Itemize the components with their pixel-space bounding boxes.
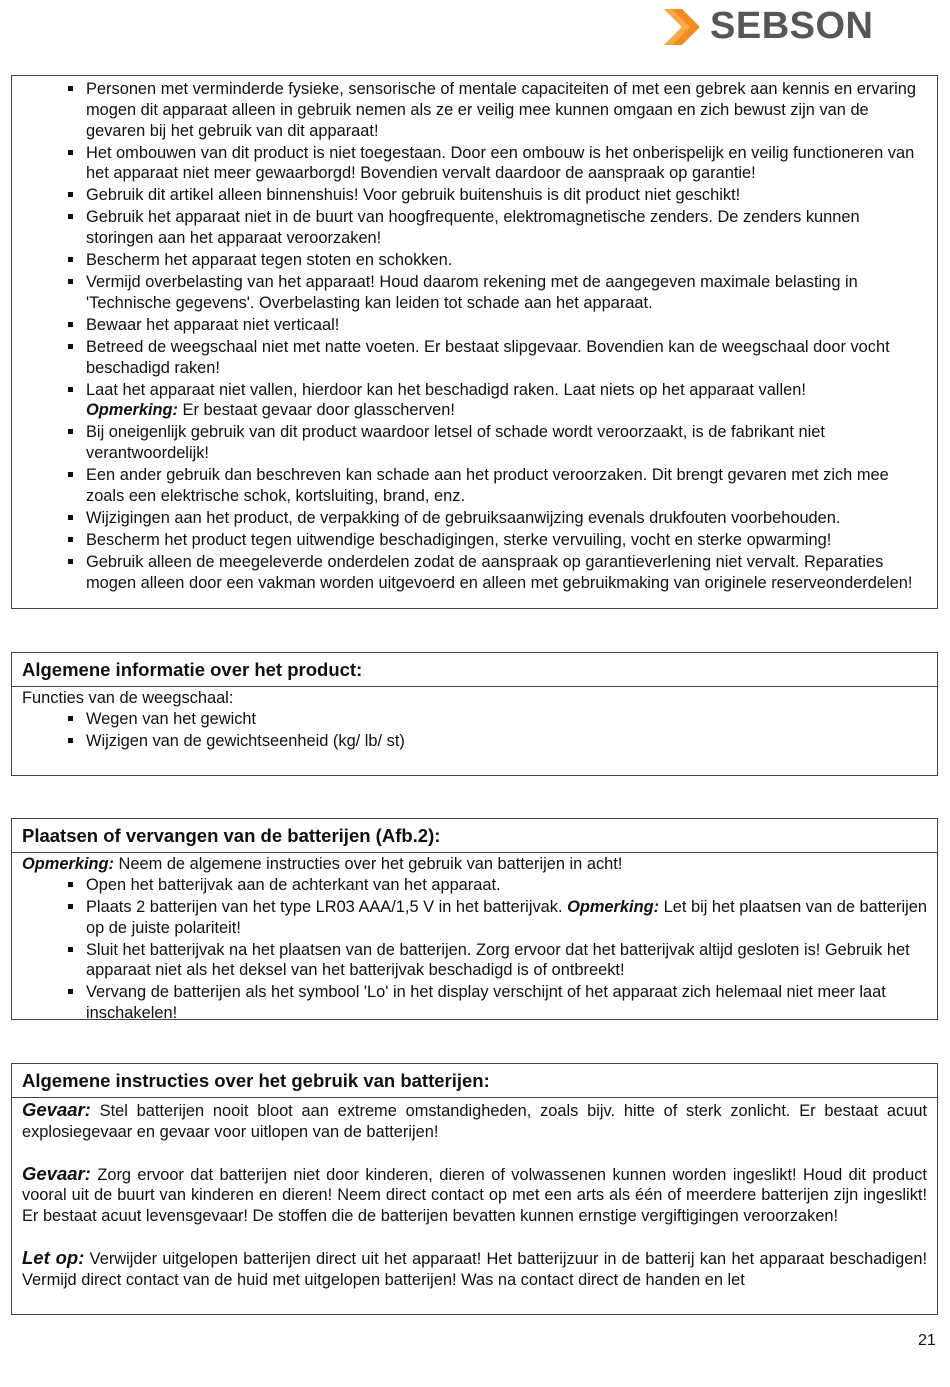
list-item bbox=[22, 380, 927, 422]
list-item-text: Wijzigingen aan het product, de verpakking of de gebruiksaanwijzing evenals drukfouten voorbehouden. bbox=[86, 509, 841, 527]
battery-general-title: Algemene instructies over het gebruik van batterijen: bbox=[12, 1064, 937, 1098]
list-item-text: Personen met verminderde fysieke, sensorische of mentale capaciteiten of met een gebrek aan kennis en ervaring mogen dit apparaat alleen in gebruik nemen als ze er veilig mee kunnen omgaan en zich bewust zijn van de gevaren bij het gebruik van dit apparaat! bbox=[86, 80, 917, 140]
battery-placement-box bbox=[11, 818, 938, 1023]
list-item bbox=[22, 508, 927, 529]
list-item bbox=[22, 207, 927, 249]
list-item: Wegen van het gewicht bbox=[22, 709, 927, 730]
list-item bbox=[22, 552, 927, 594]
brand-logo bbox=[660, 5, 885, 47]
list-item bbox=[22, 982, 927, 1024]
list-item bbox=[22, 250, 927, 271]
warning-paragraph bbox=[22, 1164, 927, 1227]
list-item-text: Vermijd overbelasting van het apparaat! Houd daarom rekening met de aangegeven maximale belasting in 'Technische gegevens'. Overbelasting kan leiden tot schade aan het apparaat. bbox=[86, 273, 858, 312]
list-item bbox=[22, 337, 927, 379]
list-item-text: Laat het apparaat niet vallen, hierdoor kan het beschadigd raken. Laat niets op het apparaat vallen! bbox=[86, 380, 806, 399]
warning-text: Stel batterijen nooit bloot aan extreme omstandigheden, zoals bijv. hitte of sterk zonlicht. Er bestaat acuut explosiegevaar en gevaar voor uitlopen van de batterijen! bbox=[22, 1102, 927, 1141]
warning-label: Gevaar: bbox=[22, 1162, 91, 1184]
note-label: Opmerking: bbox=[86, 401, 178, 420]
list-item bbox=[22, 185, 927, 206]
list-item bbox=[22, 143, 927, 185]
warning-paragraph bbox=[22, 1248, 927, 1291]
safety-list bbox=[22, 79, 927, 594]
list-item-text: Betreed de weegschaal niet met natte voeten. Er bestaat slipgevaar. Bovendien kan de weegschaal door vocht beschadigd raken! bbox=[86, 337, 890, 377]
list-item-text: Gebruik dit artikel alleen binnenshuis! Voor gebruik buitenshuis is dit product niet geschikt! bbox=[86, 186, 741, 205]
warning-text: Verwijder uitgelopen batterijen direct uit het apparaat! Het batterijzuur in de batterij kan het apparaat beschadigen! Vermijd direct contact van de huid met uitgelopen batterijen! Was na contact direct de handen en let bbox=[22, 1249, 928, 1289]
list-item bbox=[22, 422, 927, 464]
list-item-text: Bescherm het apparaat tegen stoten en schokken. bbox=[86, 251, 453, 270]
functions-list bbox=[22, 709, 927, 752]
warning-text: Zorg ervoor dat batterijen niet door kinderen, dieren of volwassenen kunnen worden ingeslikt! Houd dit product vooral uit de buurt van kinderen en dieren! Neem direct contact op met een arts als één of meerdere batterijen zijn ingeslikt! Er bestaat acuut levensgevaar! De stoffen die de batterijen bevatten kunnen ernstige vergiftigingen veroorzaken! bbox=[22, 1165, 927, 1226]
list-item bbox=[22, 79, 927, 141]
list-item bbox=[22, 875, 927, 896]
general-info-title: Algemene informatie over het product: bbox=[12, 653, 937, 687]
list-item bbox=[22, 465, 927, 507]
battery-placement-title: Plaatsen of vervangen van de batterijen (Afb.2): bbox=[12, 819, 937, 853]
list-item bbox=[22, 315, 927, 336]
note-text: Er bestaat gevaar door glasscherven! bbox=[177, 401, 455, 420]
note-text: Neem de algemene instructies over het gebruik van batterijen in acht! bbox=[113, 855, 623, 873]
safety-instructions-box bbox=[11, 75, 938, 609]
general-info-box bbox=[11, 652, 938, 776]
list-item bbox=[22, 530, 927, 551]
brand-name: SEBSON bbox=[710, 5, 874, 47]
list-item-text: Het ombouwen van dit product is niet toegestaan. Door een ombouw is het onberispelijk en veilig functioneren van het apparaat niet meer gewaarborgd! Bovendien vervalt daardoor de aanspraak op garantie! bbox=[86, 143, 915, 183]
battery-placement-note bbox=[22, 854, 927, 875]
list-item-text: Bewaar het apparaat niet verticaal! bbox=[86, 315, 340, 334]
list-item-text: Gebruik alleen de meegeleverde onderdelen zodat de aanspraak op garantieverlening niet vervalt. Reparaties mogen alleen door een vakman worden uitgevoerd en alleen met gebruikmaking van originele reserveonderdelen! bbox=[86, 552, 913, 592]
warning-label: Gevaar: bbox=[22, 1099, 91, 1120]
list-item-text: Plaats 2 batterijen van het type LR03 AAA/1,5 V in het batterijvak. bbox=[86, 897, 568, 916]
list-item bbox=[22, 897, 927, 939]
list-item-text: Open het batterijvak aan de achterkant van het apparaat. bbox=[86, 875, 501, 894]
list-item-text: Vervang de batterijen als het symbool 'Lo' in het display verschijnt of het apparaat zich helemaal niet meer laat inschakelen! bbox=[86, 983, 886, 1023]
list-item-text: Gebruik het apparaat niet in de buurt van hoogfrequente, elektromagnetische zenders. De zenders kunnen storingen aan het apparaat veroorzaken! bbox=[86, 208, 860, 248]
list-item-text: Sluit het batterijvak na het plaatsen van de batterijen. Zorg ervoor dat het batterijvak altijd gesloten is! Gebruik het apparaat niet als het deksel van het batterijvak beschadigd is of ontbreekt! bbox=[86, 940, 910, 980]
note-label: Opmerking: bbox=[22, 855, 114, 873]
list-item-text: Een ander gebruik dan beschreven kan schade aan het product veroorzaken. Dit brengt gevaren met zich mee zoals een elektrische schok, kortsluiting, brand, enz. bbox=[86, 466, 889, 506]
list-item: Wijzigen van de gewichtseenheid (kg/ lb/ st) bbox=[22, 731, 927, 752]
brand-chevron-icon bbox=[660, 7, 704, 47]
warning-paragraph bbox=[22, 1100, 927, 1143]
battery-general-box bbox=[11, 1063, 938, 1315]
general-info-intro: Functies van de weegschaal: bbox=[22, 689, 234, 707]
list-item-text: Bij oneigenlijk gebruik van dit product waardoor letsel of schade wordt veroorzaakt, is de fabrikant niet verantwoordelijk! bbox=[86, 423, 825, 463]
list-item bbox=[22, 272, 927, 314]
warning-label: Let op: bbox=[22, 1246, 85, 1268]
note-text: Let bij het plaatsen van de batterijen op de juiste polariteit! bbox=[86, 897, 927, 937]
battery-steps-list bbox=[22, 875, 927, 1024]
list-item-text: Bescherm het product tegen uitwendige beschadigingen, sterke vervuiling, vocht en sterke opwarming! bbox=[86, 530, 832, 549]
page-number: 21 bbox=[918, 1332, 936, 1349]
note-label: Opmerking: bbox=[567, 897, 660, 916]
list-item bbox=[22, 940, 927, 982]
